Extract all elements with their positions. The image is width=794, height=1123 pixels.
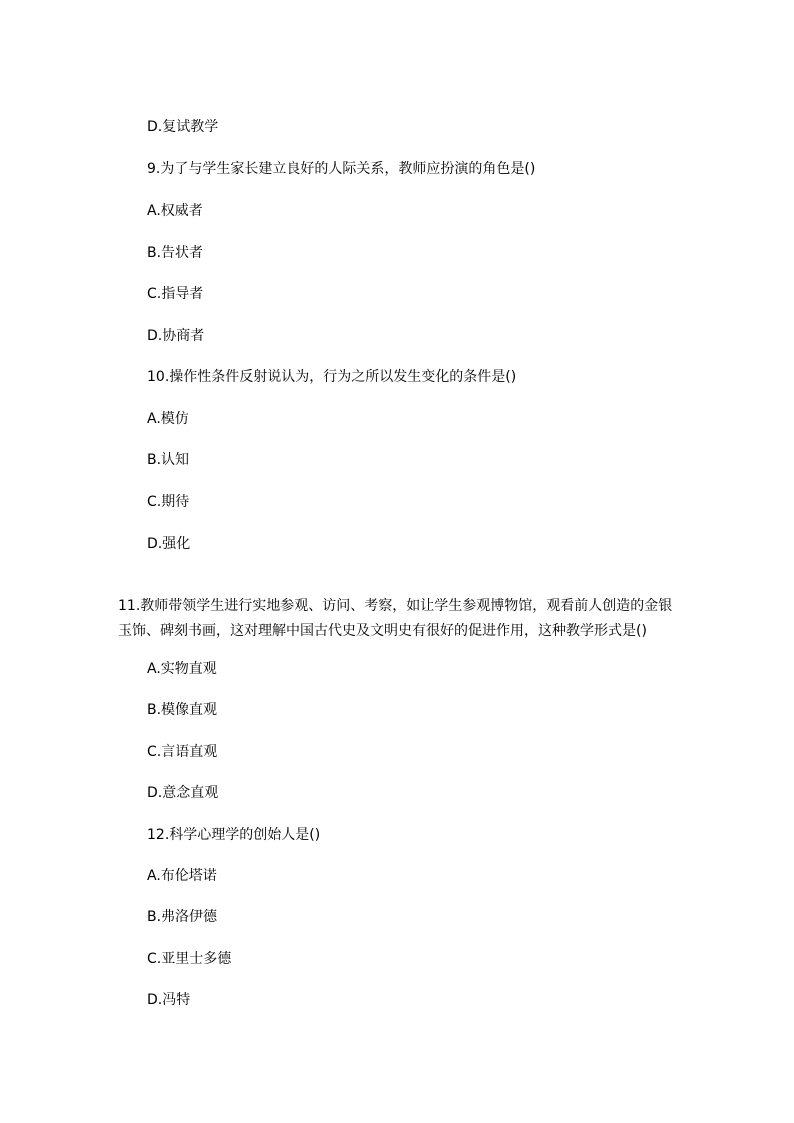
q11-option-c: C.言语直观 — [147, 744, 218, 760]
q12-option-d: D.冯特 — [147, 992, 191, 1008]
q10-option-d: D.强化 — [147, 536, 191, 552]
q9-question: 9.为了与学生家长建立良好的人际关系，教师应扮演的角色是() — [147, 161, 536, 177]
q12-question: 12.科学心理学的创始人是() — [147, 827, 321, 843]
q11-option-d: D.意念直观 — [147, 785, 219, 801]
q10-question: 10.操作性条件反射说认为，行为之所以发生变化的条件是() — [147, 369, 517, 385]
q9-option-a: A.权威者 — [147, 203, 203, 219]
q10-option-c: C.期待 — [147, 494, 190, 510]
q11-question: 11.教师带领学生进行实地参观、访问、考察，如让学生参观博物馆，观看前人创造的金银玉饰、碑刻书画，这对理解中国古代史及文明史有很好的促进作用，这种教学形式是() — [118, 598, 673, 639]
q12-option-a: A.布伦塔诺 — [147, 868, 217, 884]
q9-option-d: D.协商者 — [147, 328, 205, 344]
q12-option-b: B.弗洛伊德 — [147, 909, 218, 925]
q11-option-b: B.模像直观 — [147, 702, 218, 718]
q10-option-b: B.认知 — [147, 452, 190, 468]
q12-option-c: C.亚里士多德 — [147, 951, 232, 967]
q8-option-d: D.复试教学 — [147, 119, 219, 135]
q9-option-b: B.告状者 — [147, 245, 204, 261]
q9-option-c: C.指导者 — [147, 286, 204, 302]
q11-option-a: A.实物直观 — [147, 661, 217, 677]
q10-option-a: A.模仿 — [147, 411, 189, 427]
